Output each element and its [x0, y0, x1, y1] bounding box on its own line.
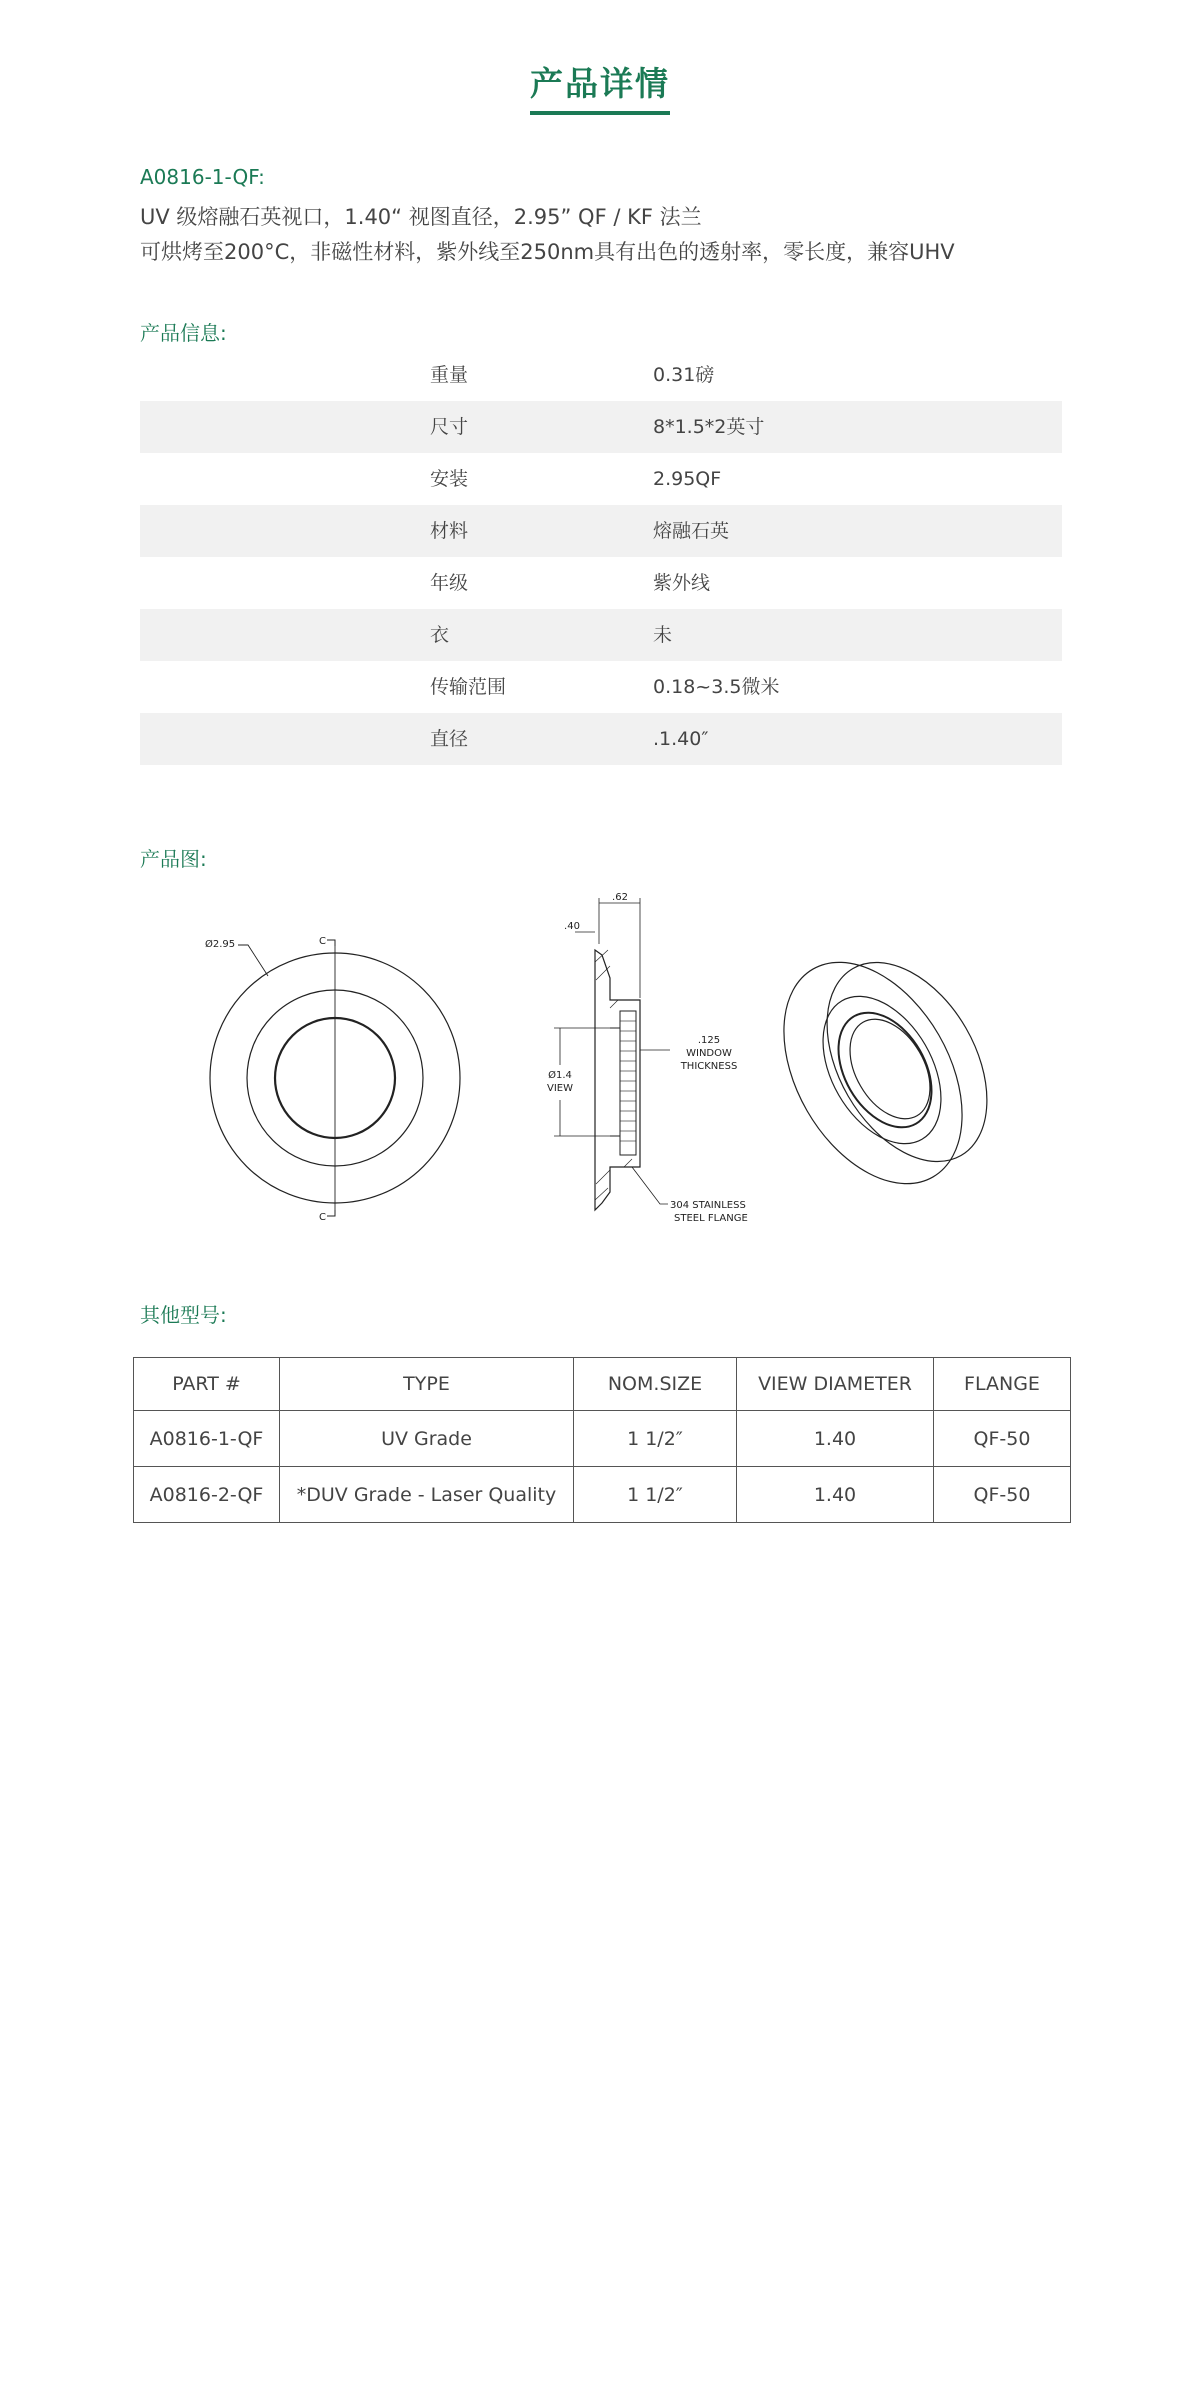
section-arrow-top	[327, 940, 335, 946]
page-title-wrap	[0, 58, 1200, 115]
isometric-view	[747, 931, 1020, 1215]
info-row	[140, 609, 1062, 661]
product-info-table	[140, 349, 1062, 765]
info-key: 传输范围	[430, 676, 507, 698]
cell-type: *DUV Grade - Laser Quality	[280, 1467, 574, 1523]
flange-callout-line2: STEEL FLANGE	[674, 1213, 748, 1224]
thickness-word-label: THICKNESS	[680, 1061, 738, 1072]
info-key: 安装	[430, 468, 469, 490]
info-row	[140, 713, 1062, 765]
section-arrow-bottom	[327, 1210, 335, 1216]
header-part: PART #	[134, 1358, 280, 1411]
header-type: TYPE	[280, 1358, 574, 1411]
info-value: 紫外线	[653, 572, 711, 594]
info-row	[140, 661, 1062, 713]
cell-part: A0816-1-QF	[134, 1411, 280, 1467]
flange-callout-leader	[632, 1167, 668, 1204]
section-mark-top: C	[319, 936, 326, 947]
product-description-line2: 可烘烤至200°C，非磁性材料，紫外线至250nm具有出色的透射率，零长度，兼容UHV	[140, 240, 955, 264]
info-key: 年级	[430, 572, 469, 594]
info-value: 2.95QF	[653, 468, 722, 490]
info-value: 8*1.5*2英寸	[653, 416, 765, 438]
info-key: 材料	[430, 520, 469, 542]
header-view-diameter: VIEW DIAMETER	[737, 1358, 934, 1411]
depth-label: .62	[612, 892, 628, 903]
info-row	[140, 401, 1062, 453]
lip-label: .40	[564, 921, 580, 932]
product-code: A0816-1-QF:	[140, 165, 265, 189]
drawing-section-title: 产品图:	[140, 847, 207, 871]
info-row	[140, 453, 1062, 505]
iso-window-inner	[834, 1005, 947, 1133]
table-row	[134, 1467, 1071, 1523]
view-diameter-label: Ø1.4	[548, 1070, 572, 1081]
table-header-row	[134, 1358, 1071, 1411]
cell-nom-size: 1 1/2″	[574, 1411, 737, 1467]
cell-nom-size: 1 1/2″	[574, 1467, 737, 1523]
info-row	[140, 505, 1062, 557]
window-hatching	[620, 1021, 636, 1141]
info-value: 熔融石英	[653, 520, 730, 542]
header-flange: FLANGE	[934, 1358, 1071, 1411]
cell-part: A0816-2-QF	[134, 1467, 280, 1523]
info-row	[140, 557, 1062, 609]
outer-diameter-leader	[238, 945, 268, 976]
iso-flange-rim	[747, 931, 999, 1215]
info-value: 0.18~3.5微米	[653, 676, 780, 698]
flange-hatching	[595, 950, 632, 1200]
info-key: 直径	[430, 728, 469, 750]
flange-profile	[595, 950, 640, 1210]
cell-flange: QF-50	[934, 1411, 1071, 1467]
window-thickness-value: .125	[697, 1035, 721, 1046]
header-nom-size: NOM.SIZE	[574, 1358, 737, 1411]
info-key: 尺寸	[430, 416, 469, 438]
front-view	[205, 936, 460, 1223]
info-row	[140, 349, 1062, 401]
side-view	[547, 892, 748, 1224]
table-row	[134, 1411, 1071, 1467]
cell-flange: QF-50	[934, 1467, 1071, 1523]
info-key: 衣	[430, 624, 450, 646]
view-word-label: VIEW	[547, 1083, 573, 1094]
technical-drawing	[140, 880, 1060, 1240]
iso-flange-back	[794, 934, 1020, 1189]
iso-window-outer	[819, 996, 950, 1143]
flange-callout-line1: 304 STAINLESS	[670, 1200, 746, 1211]
section-mark-bottom: C	[319, 1212, 326, 1223]
product-description-line1: UV 级熔融石英视口，1.40“ 视图直径，2.95” QF / KF 法兰	[140, 205, 702, 229]
page-title: 产品详情	[530, 58, 670, 115]
window-section	[620, 1011, 636, 1155]
info-value: 未	[653, 624, 673, 646]
cell-view-diameter: 1.40	[737, 1411, 934, 1467]
info-section-title: 产品信息:	[140, 321, 227, 345]
models-section-title: 其他型号:	[140, 1303, 227, 1327]
window-word-label: WINDOW	[686, 1048, 732, 1059]
cell-type: UV Grade	[280, 1411, 574, 1467]
cell-view-diameter: 1.40	[737, 1467, 934, 1523]
outer-diameter-label: Ø2.95	[205, 939, 236, 950]
info-value: 0.31磅	[653, 364, 715, 386]
info-value: .1.40″	[653, 728, 709, 750]
models-table	[133, 1357, 1071, 1523]
info-key: 重量	[430, 364, 469, 386]
